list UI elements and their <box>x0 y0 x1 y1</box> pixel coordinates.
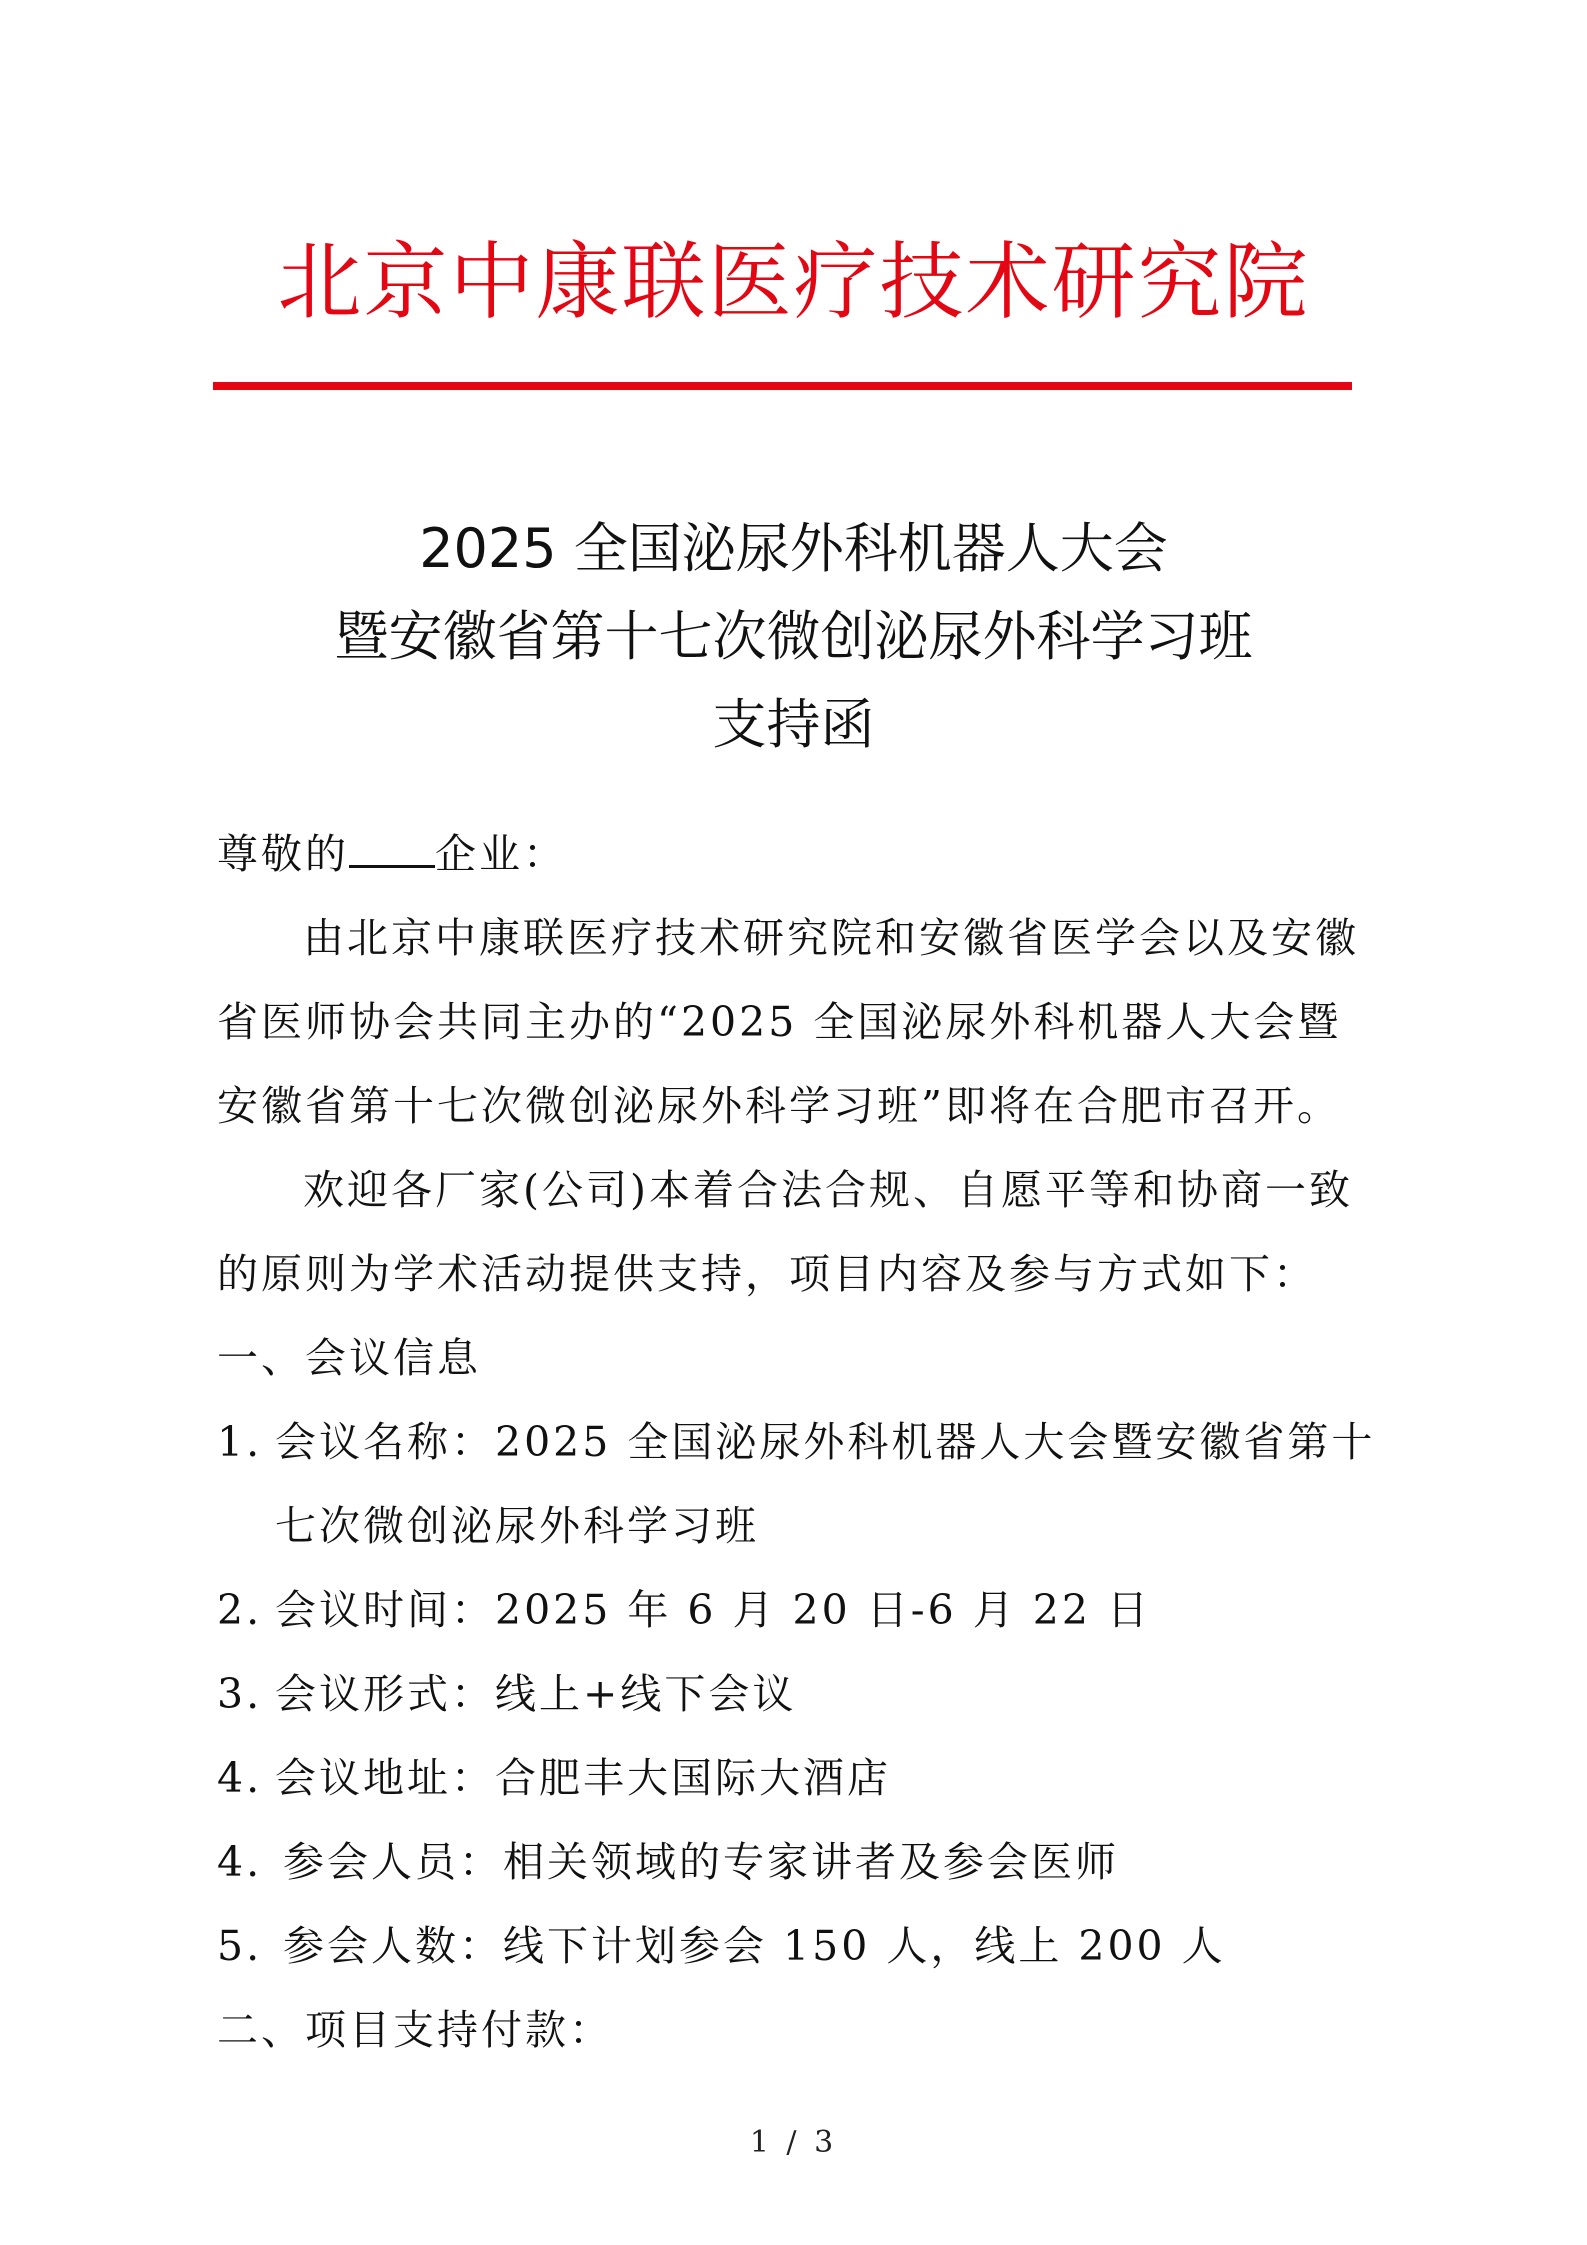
payment-heading: 二、项目支持付款： <box>217 2006 613 2054</box>
item-text: 参会人数：线下计划参会 150 人，线上 200 人 <box>283 1922 1226 1970</box>
meeting-info-heading: 一、会议信息 <box>217 1334 481 1382</box>
item-number: 4. <box>217 1838 263 1886</box>
meeting-item-attendance-count <box>217 1904 1382 1988</box>
item-number: 3. <box>217 1670 263 1718</box>
letterhead-title: 北京中康联医疗技术研究院 <box>277 233 1310 331</box>
title-line-1: 2025 全国泌尿外科机器人大会 <box>419 517 1168 580</box>
letter-body <box>217 812 1382 2072</box>
letterhead-red-rule <box>213 382 1352 390</box>
document-title <box>0 505 1587 769</box>
meeting-item-time <box>217 1568 1382 1652</box>
title-line-3: 支持函 <box>712 693 875 756</box>
title-line-2: 暨安徽省第十七次微创泌尿外科学习班 <box>334 605 1253 668</box>
item-number: 1. <box>217 1418 263 1466</box>
item-text: 会议形式：线上+线下会议 <box>275 1670 797 1718</box>
item-text: 参会人员：相关领域的专家讲者及参会医师 <box>283 1838 1119 1886</box>
item-text: 会议地址：合肥丰大国际大酒店 <box>275 1754 891 1802</box>
company-name-blank <box>349 829 435 868</box>
invitation-paragraph: 欢迎各厂家(公司)本着合法合规、自愿平等和协商一致的原则为学术活动提供支持，项目内容及参与方式如下： <box>217 1166 1353 1298</box>
item-text: 会议时间：2025 年 6 月 20 日-6 月 22 日 <box>275 1586 1151 1634</box>
item-text: 会议名称：2025 全国泌尿外科机器人大会暨安徽省第十七次微创泌尿外科学习班 <box>275 1418 1376 1550</box>
salutation-suffix: 企业： <box>435 830 567 878</box>
meeting-item-name <box>217 1400 1382 1568</box>
page-number: 1 / 3 <box>749 2125 838 2160</box>
item-number: 4. <box>217 1754 263 1802</box>
item-number: 5. <box>217 1922 263 1970</box>
item-number: 2. <box>217 1586 263 1634</box>
meeting-item-address <box>217 1736 1382 1820</box>
salutation-prefix: 尊敬的 <box>217 830 349 878</box>
meeting-item-attendees <box>217 1820 1382 1904</box>
salutation <box>217 812 1382 896</box>
meeting-item-format <box>217 1652 1382 1736</box>
intro-paragraph: 由北京中康联医疗技术研究院和安徽省医学会以及安徽省医师协会共同主办的“2025 全国泌尿外科机器人大会暨安徽省第十七次微创泌尿外科学习班”即将在合肥市召开。 <box>217 914 1359 1130</box>
